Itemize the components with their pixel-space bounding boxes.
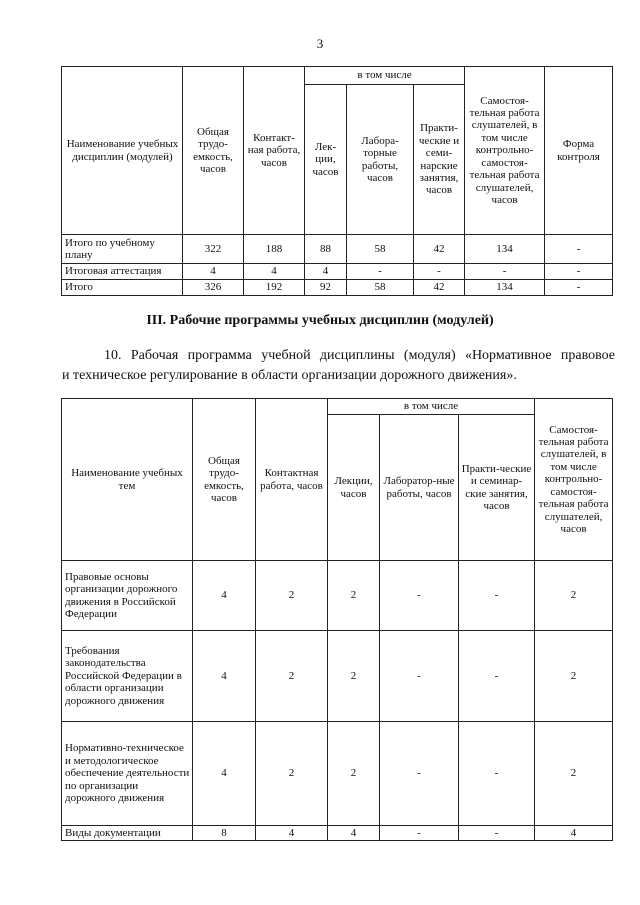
- row-practical: 42: [414, 235, 465, 264]
- row-self-study: 2: [535, 561, 613, 631]
- row-control: -: [545, 280, 613, 296]
- row-topic-name: Требования законодательства Российской Федерации в области организации дорожного движения: [62, 631, 193, 722]
- row-practical: -: [414, 264, 465, 280]
- row-contact: 192: [244, 280, 305, 296]
- row-topic-name: Правовые основы организации дорожного движения в Российской Федерации: [62, 561, 193, 631]
- header-lectures: Лекции, часов: [328, 415, 380, 561]
- row-contact: 4: [244, 264, 305, 280]
- row-self-study: -: [465, 264, 545, 280]
- row-topic-name: Нормативно-техническое и методологическое обеспечение деятельности по организации дорожного движения: [62, 722, 193, 826]
- row-lectures: 2: [328, 722, 380, 826]
- row-self-study: 134: [465, 235, 545, 264]
- row-total: 326: [183, 280, 244, 296]
- paragraph-line-1: 10. Рабочая программа учебной дисциплины (модуля) «Нормативное правовое: [104, 348, 615, 363]
- table-row: [62, 561, 613, 631]
- row-total: 322: [183, 235, 244, 264]
- row-topic-name: Виды документации: [62, 826, 193, 841]
- row-lectures: 92: [305, 280, 347, 296]
- row-contact: 2: [256, 722, 328, 826]
- header-labs: Лаборатор-ные работы, часов: [380, 415, 459, 561]
- row-contact: 2: [256, 561, 328, 631]
- program-topics-table: [61, 398, 613, 841]
- header-self-study: Самостоя-тельная работа слушателей, в том числе контрольно-самостоя-тельная работа слушателей, часов: [465, 67, 545, 235]
- row-control: -: [545, 264, 613, 280]
- row-total: 8: [193, 826, 256, 841]
- header-total-hours: Общая трудо-емкость, часов: [183, 67, 244, 235]
- header-control-form: Форма контроля: [545, 67, 613, 235]
- row-control: -: [545, 235, 613, 264]
- row-labs: -: [347, 264, 414, 280]
- row-self-study: 2: [535, 722, 613, 826]
- row-labs: 58: [347, 235, 414, 264]
- table-row: [62, 264, 613, 280]
- row-self-study: 2: [535, 631, 613, 722]
- row-lectures: 4: [305, 264, 347, 280]
- header-contact-hours: Контакт-ная работа, часов: [244, 67, 305, 235]
- curriculum-summary-table: [61, 66, 613, 296]
- program-paragraph: [62, 346, 615, 386]
- header-contact-hours: Контактная работа, часов: [256, 399, 328, 561]
- table-row: [62, 280, 613, 296]
- paragraph-line-2: и техническое регулирование в области организации дорожного движения».: [62, 368, 517, 383]
- row-contact: 4: [256, 826, 328, 841]
- header-discipline-name: Наименование учебных дисциплин (модулей): [62, 67, 183, 235]
- section-heading: III. Рабочие программы учебных дисциплин (модулей): [146, 313, 494, 328]
- row-self-study: 4: [535, 826, 613, 841]
- header-labs: Лабора-торные работы, часов: [347, 85, 414, 235]
- row-total: 4: [193, 722, 256, 826]
- header-topic-name: Наименование учебных тем: [62, 399, 193, 561]
- header-self-study: Самостоя-тельная работа слушателей, в том числе контрольно-самостоя-тельная работа слушателей, часов: [535, 399, 613, 561]
- row-lectures: 2: [328, 561, 380, 631]
- row-self-study: 134: [465, 280, 545, 296]
- row-labs: 58: [347, 280, 414, 296]
- header-lectures: Лек-ции, часов: [305, 85, 347, 235]
- table-row: [62, 235, 613, 264]
- header-practical: Практи-ческие и семи-нарские занятия, часов: [414, 85, 465, 235]
- table-row: [62, 631, 613, 722]
- header-total-hours: Общая трудо-емкость, часов: [193, 399, 256, 561]
- row-labs: -: [380, 722, 459, 826]
- row-contact: 188: [244, 235, 305, 264]
- row-practical: -: [459, 631, 535, 722]
- row-total: 4: [183, 264, 244, 280]
- row-total: 4: [193, 631, 256, 722]
- row-total: 4: [193, 561, 256, 631]
- header-practical: Практи-ческие и семинар-ские занятия, часов: [459, 415, 535, 561]
- row-contact: 2: [256, 631, 328, 722]
- row-practical: 42: [414, 280, 465, 296]
- row-lectures: 4: [328, 826, 380, 841]
- row-lectures: 88: [305, 235, 347, 264]
- table-row: [62, 826, 613, 841]
- row-practical: -: [459, 826, 535, 841]
- page-number: 3: [316, 36, 324, 51]
- table-row: [62, 722, 613, 826]
- row-lectures: 2: [328, 631, 380, 722]
- row-name: Итоговая аттестация: [62, 264, 183, 280]
- row-labs: -: [380, 826, 459, 841]
- row-name: Итого по учебному плану: [62, 235, 183, 264]
- row-labs: -: [380, 631, 459, 722]
- header-including: в том числе: [328, 399, 535, 415]
- row-practical: -: [459, 722, 535, 826]
- row-practical: -: [459, 561, 535, 631]
- row-name: Итого: [62, 280, 183, 296]
- row-labs: -: [380, 561, 459, 631]
- header-including: в том числе: [305, 67, 465, 85]
